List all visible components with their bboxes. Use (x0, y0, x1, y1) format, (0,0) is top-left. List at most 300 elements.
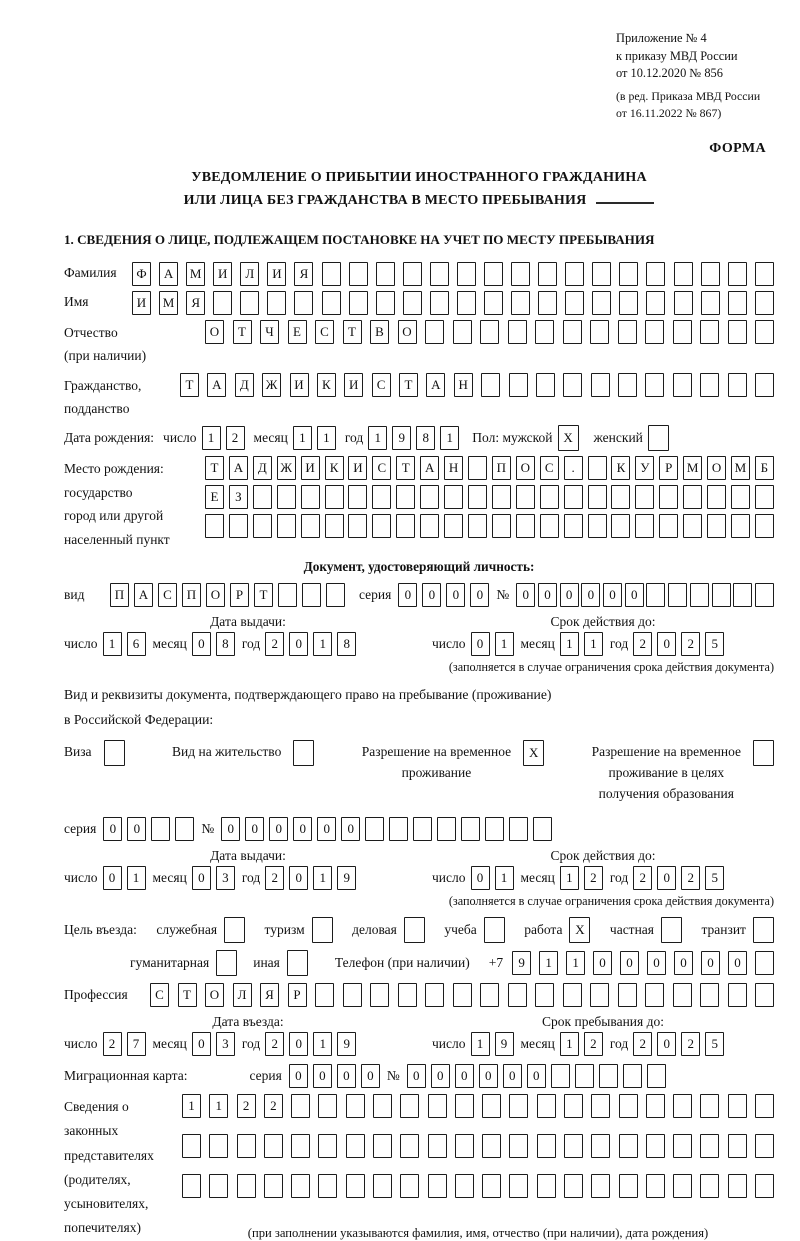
char-box[interactable]: О (398, 320, 417, 344)
char-box[interactable] (396, 514, 415, 538)
char-box[interactable] (287, 950, 308, 976)
char-box[interactable] (240, 291, 259, 315)
char-box[interactable] (482, 1134, 501, 1158)
char-box[interactable] (318, 1134, 337, 1158)
char-box[interactable] (728, 291, 747, 315)
char-box[interactable] (373, 1134, 392, 1158)
char-box[interactable] (455, 1134, 474, 1158)
char-box[interactable]: Р (288, 983, 307, 1007)
char-box[interactable]: 0 (657, 1032, 676, 1056)
char-box[interactable] (376, 291, 395, 315)
char-box[interactable]: 0 (657, 866, 676, 890)
title-blank-field[interactable] (596, 191, 654, 204)
char-box[interactable]: И (301, 456, 320, 480)
char-box[interactable] (428, 1174, 447, 1198)
char-box[interactable]: 0 (471, 866, 490, 890)
char-box[interactable] (755, 262, 774, 286)
char-box[interactable] (509, 1174, 528, 1198)
char-box[interactable] (635, 514, 654, 538)
char-box[interactable] (326, 583, 345, 607)
char-box[interactable]: 1 (368, 426, 387, 450)
char-box[interactable] (396, 485, 415, 509)
char-box[interactable]: 0 (527, 1064, 546, 1088)
char-box[interactable] (591, 373, 610, 397)
char-box[interactable] (403, 291, 422, 315)
char-box[interactable] (492, 514, 511, 538)
char-box[interactable] (563, 320, 582, 344)
char-box[interactable] (728, 1094, 747, 1118)
char-box[interactable] (564, 1174, 583, 1198)
char-box[interactable]: 0 (455, 1064, 474, 1088)
char-box[interactable]: 9 (512, 951, 531, 975)
char-box[interactable]: Ж (277, 456, 296, 480)
char-box[interactable]: 1 (440, 426, 459, 450)
char-box[interactable]: 8 (216, 632, 235, 656)
char-box[interactable] (484, 291, 503, 315)
char-box[interactable] (647, 1064, 666, 1088)
char-box[interactable] (753, 740, 774, 766)
char-box[interactable] (425, 983, 444, 1007)
char-box[interactable]: 2 (633, 632, 652, 656)
char-box[interactable]: И (267, 262, 286, 286)
char-box[interactable]: О (516, 456, 535, 480)
char-box[interactable] (611, 514, 630, 538)
char-box[interactable]: 0 (103, 817, 122, 841)
char-box[interactable] (563, 983, 582, 1007)
char-box[interactable]: 1 (471, 1032, 490, 1056)
char-box[interactable]: Т (180, 373, 199, 397)
char-box[interactable]: 0 (289, 866, 308, 890)
char-box[interactable] (590, 320, 609, 344)
char-box[interactable]: Л (233, 983, 252, 1007)
char-box[interactable]: 9 (337, 866, 356, 890)
char-box[interactable]: 7 (127, 1032, 146, 1056)
char-box[interactable]: 0 (503, 1064, 522, 1088)
char-box[interactable] (301, 485, 320, 509)
char-box[interactable] (430, 291, 449, 315)
char-box[interactable]: 0 (657, 632, 676, 656)
char-box[interactable] (509, 1094, 528, 1118)
char-box[interactable] (104, 740, 125, 766)
char-box[interactable] (659, 514, 678, 538)
char-box[interactable] (455, 1174, 474, 1198)
char-box[interactable] (618, 320, 637, 344)
char-box[interactable]: 0 (407, 1064, 426, 1088)
char-box[interactable] (645, 373, 664, 397)
char-box[interactable]: И (132, 291, 151, 315)
char-box[interactable] (700, 1174, 719, 1198)
char-box[interactable] (318, 1174, 337, 1198)
char-box[interactable]: 1 (313, 866, 332, 890)
char-box[interactable] (755, 514, 774, 538)
char-box[interactable] (302, 583, 321, 607)
char-box[interactable] (365, 817, 384, 841)
char-box[interactable]: С (315, 320, 334, 344)
char-box[interactable]: С (540, 456, 559, 480)
char-box[interactable]: Д (253, 456, 272, 480)
char-box[interactable] (400, 1094, 419, 1118)
char-box[interactable] (728, 320, 747, 344)
char-box[interactable] (481, 373, 500, 397)
char-box[interactable]: 0 (470, 583, 489, 607)
char-box[interactable] (564, 514, 583, 538)
char-box[interactable] (291, 1094, 310, 1118)
char-box[interactable]: Т (233, 320, 252, 344)
char-box[interactable]: Р (230, 583, 249, 607)
char-box[interactable] (404, 917, 425, 943)
char-box[interactable] (437, 817, 456, 841)
char-box[interactable]: Т (396, 456, 415, 480)
char-box[interactable]: 9 (337, 1032, 356, 1056)
char-box[interactable] (205, 514, 224, 538)
char-box[interactable]: 2 (226, 426, 245, 450)
char-box[interactable]: 2 (681, 1032, 700, 1056)
char-box[interactable] (346, 1134, 365, 1158)
char-box[interactable] (318, 1094, 337, 1118)
char-box[interactable] (659, 485, 678, 509)
char-box[interactable] (564, 485, 583, 509)
char-box[interactable]: 1 (127, 866, 146, 890)
char-box[interactable]: 3 (216, 866, 235, 890)
char-box[interactable]: 2 (633, 1032, 652, 1056)
char-box[interactable]: 0 (603, 583, 622, 607)
char-box[interactable] (511, 262, 530, 286)
char-box[interactable]: Р (659, 456, 678, 480)
char-box[interactable] (277, 514, 296, 538)
char-box[interactable]: П (110, 583, 129, 607)
char-box[interactable] (673, 1174, 692, 1198)
char-box[interactable] (264, 1134, 283, 1158)
char-box[interactable] (646, 1134, 665, 1158)
char-box[interactable]: И (348, 456, 367, 480)
char-box[interactable] (755, 320, 774, 344)
char-box[interactable] (646, 262, 665, 286)
char-box[interactable]: 0 (398, 583, 417, 607)
char-box[interactable]: 0 (674, 951, 693, 975)
char-box[interactable]: 0 (289, 1032, 308, 1056)
char-box[interactable] (468, 456, 487, 480)
char-box[interactable] (700, 1094, 719, 1118)
char-box[interactable]: 2 (633, 866, 652, 890)
char-box[interactable]: 1 (495, 866, 514, 890)
char-box[interactable]: Д (235, 373, 254, 397)
char-box[interactable]: 0 (269, 817, 288, 841)
char-box[interactable] (565, 291, 584, 315)
char-box[interactable] (728, 262, 747, 286)
char-box[interactable] (673, 983, 692, 1007)
char-box[interactable] (373, 1094, 392, 1118)
char-box[interactable]: С (372, 456, 391, 480)
char-box[interactable] (455, 1094, 474, 1118)
char-box[interactable]: К (611, 456, 630, 480)
char-box[interactable]: 1 (495, 632, 514, 656)
char-box[interactable]: Я (294, 262, 313, 286)
char-box[interactable] (755, 1094, 774, 1118)
char-box[interactable]: П (182, 583, 201, 607)
char-box[interactable] (536, 373, 555, 397)
char-box[interactable] (728, 1174, 747, 1198)
char-box[interactable] (588, 485, 607, 509)
char-box[interactable] (591, 1094, 610, 1118)
char-box[interactable] (253, 514, 272, 538)
char-box[interactable] (563, 373, 582, 397)
char-box[interactable]: 2 (681, 632, 700, 656)
char-box[interactable] (619, 262, 638, 286)
char-box[interactable]: 1 (566, 951, 585, 975)
char-box[interactable]: Ф (132, 262, 151, 286)
char-box[interactable]: Н (454, 373, 473, 397)
char-box[interactable]: 0 (127, 817, 146, 841)
char-box[interactable]: 0 (479, 1064, 498, 1088)
char-box[interactable] (700, 373, 719, 397)
char-box[interactable]: . (564, 456, 583, 480)
char-box[interactable] (209, 1174, 228, 1198)
char-box[interactable] (182, 1174, 201, 1198)
char-box[interactable] (237, 1134, 256, 1158)
char-box[interactable] (457, 262, 476, 286)
char-box[interactable]: 5 (705, 1032, 724, 1056)
char-box[interactable] (588, 456, 607, 480)
char-box[interactable] (591, 1134, 610, 1158)
char-box[interactable] (646, 1174, 665, 1198)
char-box[interactable] (592, 291, 611, 315)
char-box[interactable] (619, 1134, 638, 1158)
char-box[interactable]: О (707, 456, 726, 480)
char-box[interactable]: 8 (416, 426, 435, 450)
char-box[interactable] (485, 817, 504, 841)
char-box[interactable] (216, 950, 237, 976)
char-box[interactable]: Е (288, 320, 307, 344)
char-box[interactable] (346, 1094, 365, 1118)
char-box[interactable] (646, 583, 665, 607)
char-box[interactable] (509, 1134, 528, 1158)
char-box[interactable] (301, 514, 320, 538)
char-box[interactable] (151, 817, 170, 841)
char-box[interactable]: И (213, 262, 232, 286)
char-box[interactable] (683, 485, 702, 509)
char-box[interactable] (661, 917, 682, 943)
char-box[interactable] (728, 1134, 747, 1158)
char-box[interactable]: X (523, 740, 544, 766)
char-box[interactable]: 2 (584, 1032, 603, 1056)
char-box[interactable]: 3 (216, 1032, 235, 1056)
char-box[interactable]: 0 (289, 632, 308, 656)
char-box[interactable] (516, 485, 535, 509)
char-box[interactable] (213, 291, 232, 315)
char-box[interactable] (291, 1134, 310, 1158)
char-box[interactable] (755, 951, 774, 975)
char-box[interactable] (400, 1134, 419, 1158)
char-box[interactable]: П (492, 456, 511, 480)
char-box[interactable] (619, 291, 638, 315)
char-box[interactable] (237, 1174, 256, 1198)
char-box[interactable]: 9 (495, 1032, 514, 1056)
char-box[interactable]: Б (755, 456, 774, 480)
char-box[interactable] (509, 817, 528, 841)
char-box[interactable]: А (159, 262, 178, 286)
char-box[interactable] (755, 291, 774, 315)
char-box[interactable]: 0 (221, 817, 240, 841)
char-box[interactable] (588, 514, 607, 538)
char-box[interactable]: Н (444, 456, 463, 480)
char-box[interactable] (690, 583, 709, 607)
char-box[interactable] (430, 262, 449, 286)
char-box[interactable] (537, 1134, 556, 1158)
char-box[interactable]: М (186, 262, 205, 286)
char-box[interactable] (707, 514, 726, 538)
char-box[interactable]: 2 (265, 632, 284, 656)
char-box[interactable] (370, 983, 389, 1007)
char-box[interactable] (564, 1094, 583, 1118)
char-box[interactable]: 1 (539, 951, 558, 975)
char-box[interactable]: 1 (560, 632, 579, 656)
char-box[interactable]: 0 (593, 951, 612, 975)
char-box[interactable]: О (205, 320, 224, 344)
char-box[interactable] (372, 514, 391, 538)
char-box[interactable] (700, 983, 719, 1007)
char-box[interactable] (425, 320, 444, 344)
char-box[interactable] (349, 291, 368, 315)
char-box[interactable] (701, 262, 720, 286)
char-box[interactable] (325, 514, 344, 538)
char-box[interactable]: 0 (293, 817, 312, 841)
char-box[interactable]: 2 (265, 866, 284, 890)
char-box[interactable]: 1 (202, 426, 221, 450)
char-box[interactable]: 0 (728, 951, 747, 975)
char-box[interactable] (322, 291, 341, 315)
char-box[interactable]: Т (178, 983, 197, 1007)
char-box[interactable]: А (134, 583, 153, 607)
char-box[interactable] (635, 485, 654, 509)
char-box[interactable] (373, 1174, 392, 1198)
char-box[interactable] (453, 320, 472, 344)
char-box[interactable] (372, 485, 391, 509)
char-box[interactable] (755, 1134, 774, 1158)
char-box[interactable] (348, 485, 367, 509)
char-box[interactable]: 0 (103, 866, 122, 890)
char-box[interactable] (712, 583, 731, 607)
char-box[interactable]: 1 (103, 632, 122, 656)
char-box[interactable]: 5 (705, 632, 724, 656)
char-box[interactable] (509, 373, 528, 397)
char-box[interactable] (538, 262, 557, 286)
char-box[interactable]: 2 (681, 866, 700, 890)
char-box[interactable]: А (420, 456, 439, 480)
char-box[interactable] (575, 1064, 594, 1088)
char-box[interactable] (618, 983, 637, 1007)
char-box[interactable] (535, 983, 554, 1007)
char-box[interactable] (590, 983, 609, 1007)
char-box[interactable]: У (635, 456, 654, 480)
char-box[interactable] (673, 320, 692, 344)
char-box[interactable]: А (229, 456, 248, 480)
char-box[interactable] (537, 1094, 556, 1118)
char-box[interactable] (701, 291, 720, 315)
char-box[interactable] (277, 485, 296, 509)
char-box[interactable]: 5 (705, 866, 724, 890)
char-box[interactable]: 1 (560, 866, 579, 890)
char-box[interactable] (291, 1174, 310, 1198)
char-box[interactable]: 2 (584, 866, 603, 890)
char-box[interactable]: К (317, 373, 336, 397)
char-box[interactable]: 0 (620, 951, 639, 975)
char-box[interactable]: 0 (581, 583, 600, 607)
char-box[interactable]: 0 (647, 951, 666, 975)
char-box[interactable] (755, 373, 774, 397)
char-box[interactable] (175, 817, 194, 841)
char-box[interactable] (420, 485, 439, 509)
char-box[interactable] (428, 1094, 447, 1118)
char-box[interactable] (420, 514, 439, 538)
char-box[interactable] (683, 514, 702, 538)
char-box[interactable]: 1 (313, 632, 332, 656)
char-box[interactable] (457, 291, 476, 315)
char-box[interactable]: Ч (260, 320, 279, 344)
char-box[interactable]: Ж (262, 373, 281, 397)
char-box[interactable]: X (569, 917, 590, 943)
char-box[interactable] (540, 514, 559, 538)
char-box[interactable]: 0 (431, 1064, 450, 1088)
char-box[interactable] (700, 1134, 719, 1158)
char-box[interactable] (674, 262, 693, 286)
char-box[interactable]: 1 (584, 632, 603, 656)
char-box[interactable]: И (344, 373, 363, 397)
char-box[interactable] (755, 983, 774, 1007)
char-box[interactable] (646, 291, 665, 315)
char-box[interactable] (346, 1174, 365, 1198)
char-box[interactable] (315, 983, 334, 1007)
char-box[interactable] (731, 485, 750, 509)
char-box[interactable]: 1 (209, 1094, 228, 1118)
char-box[interactable]: X (558, 425, 579, 451)
char-box[interactable]: 9 (392, 426, 411, 450)
char-box[interactable]: Т (399, 373, 418, 397)
char-box[interactable] (619, 1174, 638, 1198)
char-box[interactable] (376, 262, 395, 286)
char-box[interactable] (731, 514, 750, 538)
char-box[interactable] (484, 917, 505, 943)
char-box[interactable] (673, 373, 692, 397)
char-box[interactable]: Т (205, 456, 224, 480)
char-box[interactable]: 0 (538, 583, 557, 607)
char-box[interactable] (538, 291, 557, 315)
char-box[interactable] (480, 983, 499, 1007)
char-box[interactable] (453, 983, 472, 1007)
char-box[interactable] (398, 983, 417, 1007)
char-box[interactable] (728, 373, 747, 397)
char-box[interactable]: 0 (422, 583, 441, 607)
char-box[interactable] (293, 740, 314, 766)
char-box[interactable] (537, 1174, 556, 1198)
char-box[interactable]: 0 (446, 583, 465, 607)
char-box[interactable]: Я (260, 983, 279, 1007)
char-box[interactable] (700, 320, 719, 344)
char-box[interactable] (619, 1094, 638, 1118)
char-box[interactable]: 2 (265, 1032, 284, 1056)
char-box[interactable]: 0 (192, 1032, 211, 1056)
char-box[interactable] (673, 1134, 692, 1158)
char-box[interactable] (325, 485, 344, 509)
char-box[interactable]: М (159, 291, 178, 315)
char-box[interactable]: 2 (103, 1032, 122, 1056)
char-box[interactable] (209, 1134, 228, 1158)
char-box[interactable] (322, 262, 341, 286)
char-box[interactable] (264, 1174, 283, 1198)
char-box[interactable] (540, 485, 559, 509)
char-box[interactable] (533, 817, 552, 841)
char-box[interactable] (480, 320, 499, 344)
char-box[interactable]: 0 (560, 583, 579, 607)
